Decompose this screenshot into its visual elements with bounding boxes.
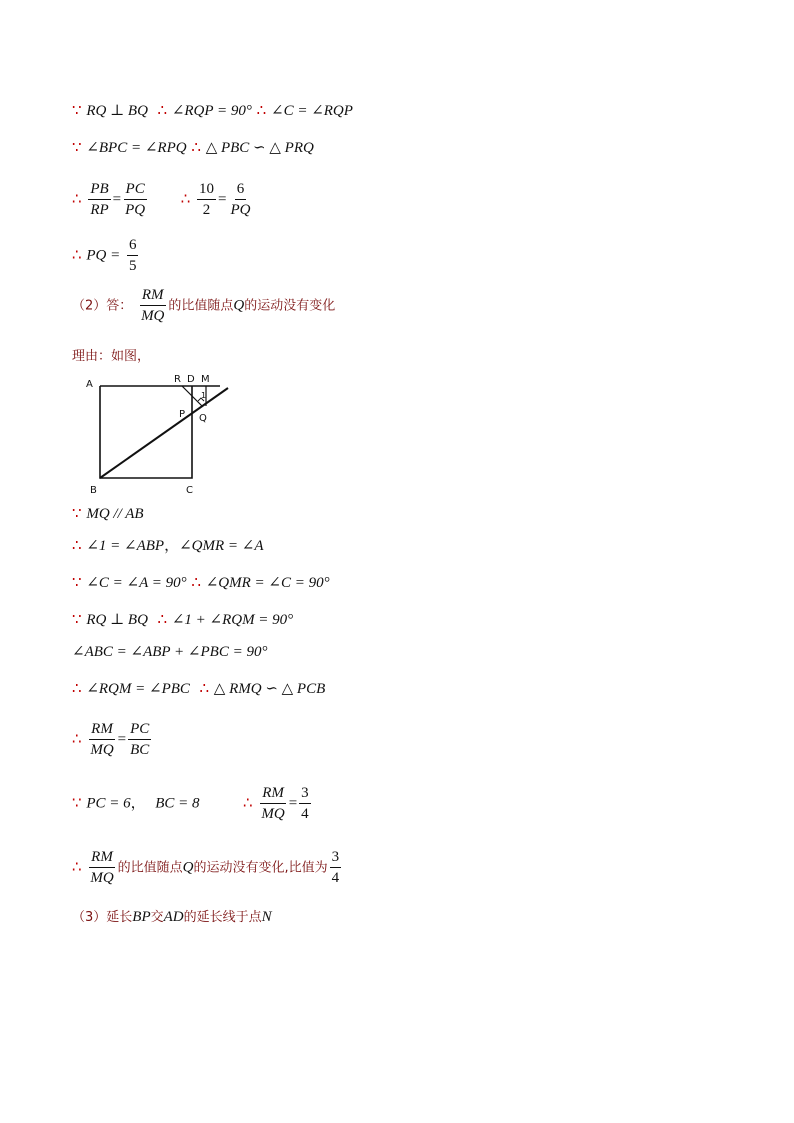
expr: ∠1 = ∠ABP (86, 538, 165, 554)
comma: ， (130, 795, 146, 812)
label-a: A (86, 379, 93, 390)
therefore-symbol: ∴ (72, 729, 82, 748)
reason-label: 理由：如图， (72, 349, 151, 364)
proof-line-14 (72, 784, 313, 823)
segment-ad: AD (163, 909, 184, 925)
therefore-symbol: ∴ (72, 189, 82, 208)
expr: RQ ⊥ BQ (86, 612, 148, 628)
therefore-symbol: ∴ (256, 101, 267, 119)
fraction: $\frac{PB}{RP}$ (90, 181, 109, 218)
expr: ∠QMR = ∠A (179, 538, 264, 554)
proof-line-2 (72, 137, 314, 158)
proof-line-11 (72, 641, 267, 662)
proof-line-10 (72, 609, 293, 630)
because-symbol: ∵ (72, 610, 82, 628)
therefore-symbol: ∴ (191, 138, 201, 156)
expr: RQ ⊥ BQ (86, 103, 148, 119)
expr: PQ = (86, 247, 121, 264)
text: 的比值随点 (117, 860, 183, 876)
comma: ， (164, 538, 180, 554)
expr: ∠C = ∠RQP (271, 103, 353, 119)
expr: ∠1 + ∠RQM = 90° (171, 612, 294, 628)
therefore-symbol: ∴ (72, 857, 82, 876)
therefore-symbol: ∴ (72, 679, 82, 697)
geometry-figure (80, 368, 240, 500)
proof-line-12 (72, 678, 325, 699)
text: 的比值随点 (168, 298, 234, 314)
therefore-symbol: ∴ (199, 679, 210, 697)
because-symbol: ∵ (72, 101, 82, 119)
expr: BC = 8 (155, 795, 200, 812)
expr: ∠RQM = ∠PBC (86, 681, 190, 697)
therefore-symbol: ∴ (191, 573, 201, 591)
because-symbol: ∵ (72, 138, 82, 156)
label-d: D (187, 374, 195, 385)
because-symbol: ∵ (72, 793, 82, 812)
expr: MQ // AB (86, 506, 144, 522)
reason-line (72, 345, 150, 367)
part-label: （2）答： (72, 298, 133, 314)
proof-line-9 (72, 572, 330, 593)
therefore-symbol: ∴ (180, 189, 191, 208)
expr: ∠C = ∠A = 90° (86, 575, 187, 591)
fraction: $\frac{10}{2}$ (199, 181, 215, 218)
text: 的运动没有变化,比值为 (193, 860, 328, 876)
label-p: P (179, 409, 186, 420)
therefore-symbol: ∴ (157, 101, 168, 119)
square-abcd (100, 386, 192, 478)
label-r: R (174, 374, 181, 385)
because-symbol: ∵ (72, 573, 82, 591)
fraction: $\frac{3}{4}$ (301, 785, 309, 822)
equals: = (288, 795, 298, 812)
equals: = (117, 731, 127, 748)
line-bq (100, 388, 228, 478)
text: （3）延长 (72, 910, 133, 925)
fraction: $\frac{PC}{BC}$ (130, 721, 150, 758)
expr: △ PBC ∽ △ PRQ (205, 140, 314, 156)
label-b: B (90, 485, 97, 496)
fraction: $\frac{RM}{MQ}$ (90, 721, 114, 758)
because-symbol: ∵ (72, 504, 82, 522)
proof-line-4 (72, 236, 140, 275)
label-m: M (201, 374, 210, 385)
answer-part-3 (72, 906, 272, 928)
expr: ∠ABC = ∠ABP + ∠PBC = 90° (72, 644, 268, 660)
equals: = (112, 191, 122, 208)
label-angle-1: 1 (201, 391, 207, 400)
equals: = (218, 191, 227, 208)
therefore-symbol: ∴ (72, 245, 82, 264)
point-q: Q (182, 859, 194, 876)
text: 的运动没有变化 (244, 298, 336, 314)
proof-line-8 (72, 535, 264, 556)
therefore-symbol: ∴ (157, 610, 168, 628)
expr: PC = 6 (86, 795, 131, 812)
label-c: C (186, 485, 193, 496)
point-q: Q (233, 297, 245, 314)
therefore-symbol: ∴ (72, 536, 82, 554)
text: 的延长线于点 (183, 910, 262, 925)
fraction: $\frac{RM}{MQ}$ (141, 287, 165, 324)
expr: ∠RQP = 90° (171, 103, 252, 119)
fraction: $\frac{RM}{MQ}$ (90, 849, 114, 886)
proof-line-1 (72, 100, 353, 121)
proof-line-15 (72, 848, 343, 887)
segment-bp: BP (132, 909, 151, 925)
fraction: $\frac{6}{PQ}$ (230, 181, 251, 218)
label-q: Q (199, 413, 207, 424)
expr: △ RMQ ∽ △ PCB (213, 681, 326, 697)
expr: ∠BPC = ∠RPQ (86, 140, 187, 156)
fraction: $\frac{PC}{PQ}$ (125, 181, 146, 218)
therefore-symbol: ∴ (243, 793, 253, 812)
fraction: $\frac{6}{5}$ (128, 237, 137, 274)
text: 交 (150, 910, 164, 925)
proof-line-13 (72, 720, 153, 759)
proof-line-7 (72, 503, 144, 524)
point-n: N (261, 909, 272, 925)
expr: ∠QMR = ∠C = 90° (205, 575, 330, 591)
answer-part-2 (72, 286, 335, 325)
fraction: $\frac{RM}{MQ}$ (261, 785, 285, 822)
fraction: $\frac{3}{4}$ (331, 849, 340, 886)
proof-line-3 (72, 180, 254, 219)
